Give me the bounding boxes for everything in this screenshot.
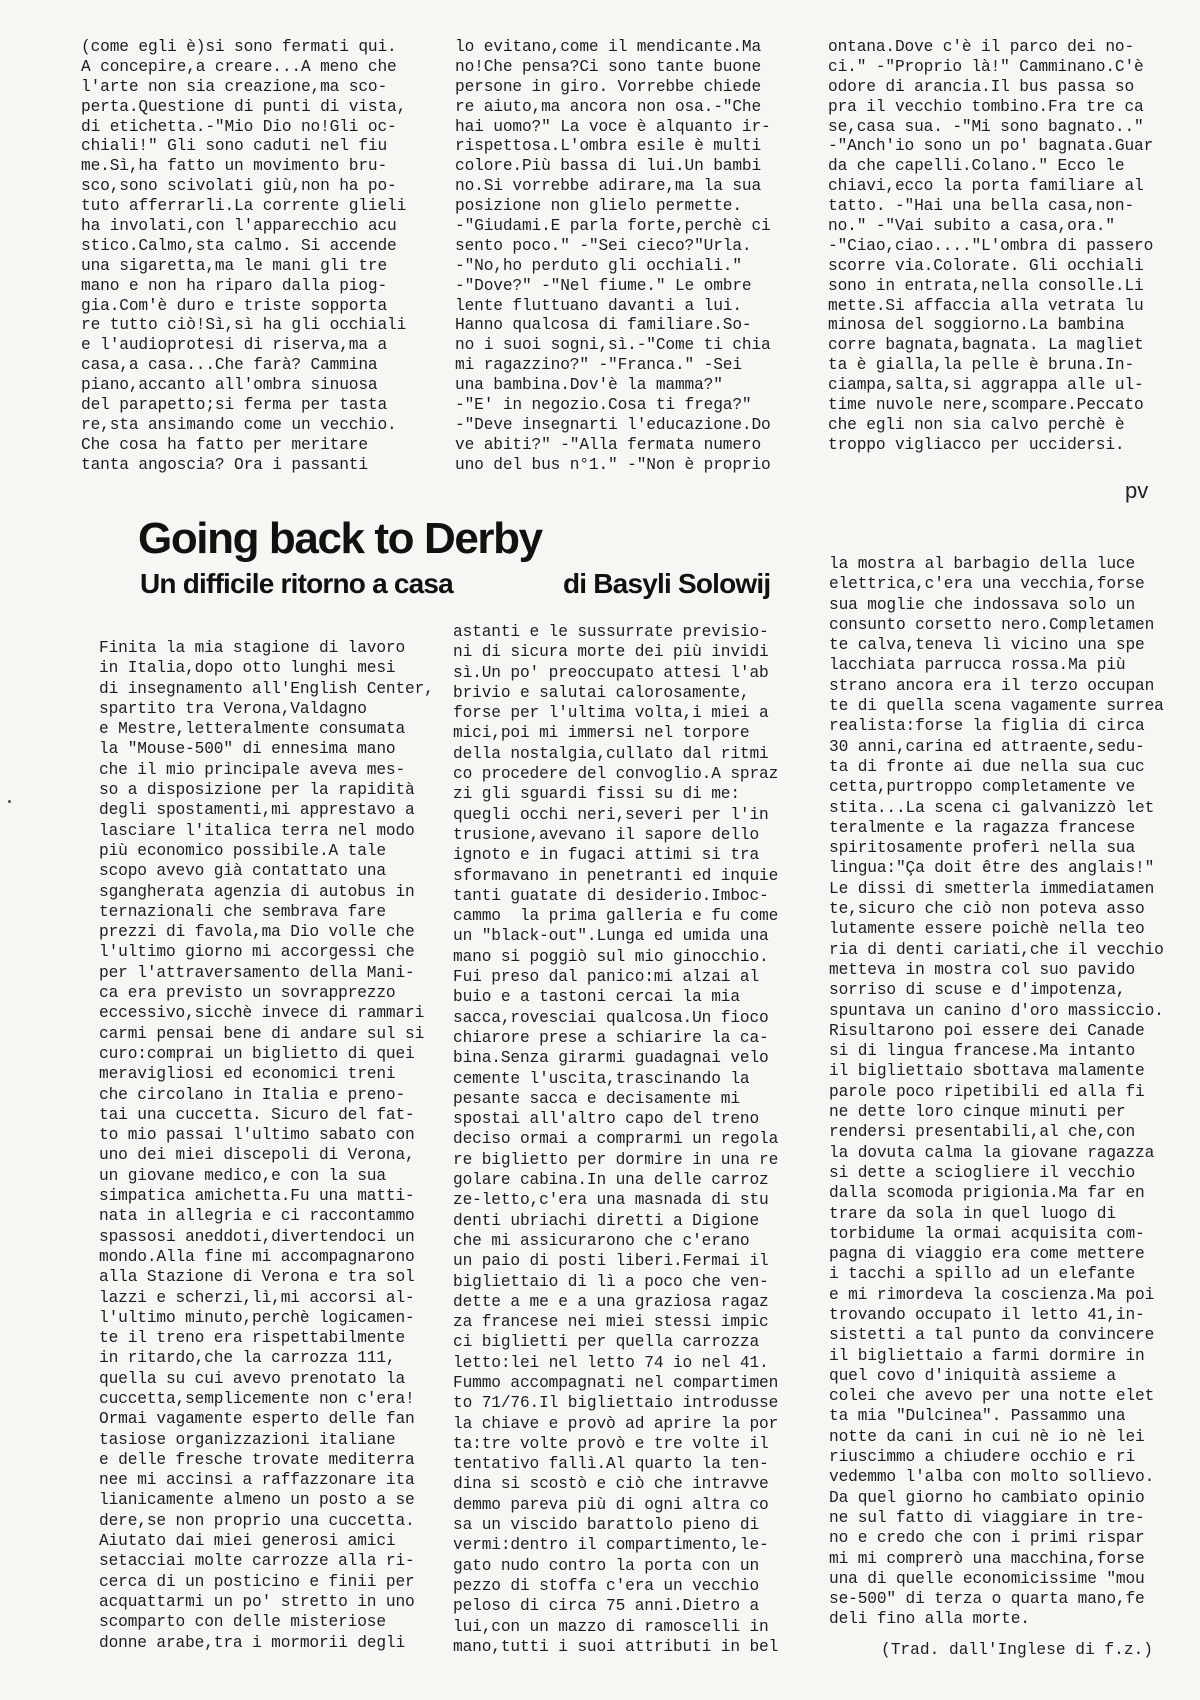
text-line: di insegnamento all'English Center,	[99, 679, 434, 698]
text-line: chiali!" Gli sono caduti nel fiu	[81, 137, 388, 156]
text-line: sco,sono scivolati giù,non ha po-	[81, 177, 397, 196]
text-line: sgangherata agenzia di autobus in	[99, 882, 415, 901]
text-line: nata in allegria e ci raccontammo	[99, 1207, 415, 1226]
text-line: stico.Calmo,sta calmo. Si accende	[81, 236, 397, 255]
text-line: re biglietto per dormire in una re	[453, 1150, 779, 1169]
text-line: perta.Questione di punti di vista,	[81, 97, 407, 116]
text-line: odore di arancia.Il bus passa so	[828, 77, 1135, 96]
text-line: lingua:"Ça doit être des anglais!"	[829, 859, 1155, 878]
text-line: mano e non ha riparo dalla piog-	[81, 276, 388, 295]
text-line: ne dette loro cinque minuti per	[829, 1103, 1126, 1122]
text-line: il bigliettaio sbottava malamente	[829, 1062, 1145, 1081]
text-line: i tacchi a spillo ad un elefante	[829, 1265, 1136, 1284]
text-line: trovando occupato il letto 41,in-	[829, 1305, 1145, 1324]
text-line: -"No,ho perduto gli occhiali."	[455, 256, 742, 275]
text-line: chiarore prese a schiarire la ca-	[453, 1028, 769, 1047]
text-line: ha involati,con l'apparecchio acu	[81, 217, 397, 236]
text-line: l'ultimo minuto,perchè logicamen-	[99, 1308, 415, 1327]
text-line: demmo pareva più di ogni altra co	[453, 1495, 769, 1514]
text-line: sento poco." -"Sei cieco?"Urla.	[455, 236, 752, 255]
text-line: ve abiti?" -"Alla fermata numero	[455, 435, 762, 454]
text-line: rispettosa.L'ombra esile è multi	[455, 137, 762, 156]
text-line: un giovane medico,e con la sua	[99, 1166, 386, 1185]
text-line: -"Deve insegnarti l'educazione.Do	[455, 415, 771, 434]
text-line: elettrica,c'era una vecchia,forse	[829, 575, 1145, 594]
text-line: buio e a tastoni cercai la mia	[453, 988, 740, 1007]
text-line: lui,con un mazzo di ramoscelli in	[453, 1617, 769, 1636]
text-line: deli fino alla morte.	[829, 1610, 1030, 1629]
text-line: sistetti a tal punto da convincere	[829, 1326, 1155, 1345]
text-line: degli spostamenti,mi apprestavo a	[99, 801, 415, 820]
text-line: acquattarmi un po' stretto in uno	[99, 1592, 415, 1611]
text-line: setacciai molte carrozze alla ri-	[99, 1552, 415, 1571]
text-line: golare cabina.In una delle carroz	[453, 1171, 769, 1190]
text-line: za francese nei miei stessi impic	[453, 1313, 769, 1332]
text-line: cetta,purtroppo completamente ve	[829, 778, 1136, 797]
text-line: sacca,rovesciai qualcosa.Un fioco	[453, 1008, 769, 1027]
text-line: simpatica amichetta.Fu una matti-	[99, 1187, 415, 1206]
text-line: una sigaretta,ma le mani gli tre	[81, 256, 388, 275]
text-line: chiavi,ecco la porta familiare al	[828, 177, 1144, 196]
article-headline: Going back to Derby	[138, 514, 542, 563]
text-line: una bambina.Dov'è la mamma?"	[455, 376, 723, 395]
text-line: quella su cui avevo prenotato la	[99, 1369, 406, 1388]
text-line: re,sta ansimando come un vecchio.	[81, 415, 397, 434]
text-line: e delle fresche trovate mediterra	[99, 1450, 415, 1469]
text-line: di etichetta.-"Mio Dio no!Gli oc-	[81, 117, 397, 136]
text-line: re aiuto,ma ancora non osa.-"Che	[455, 97, 762, 116]
text-line: quegli occhi neri,severi per l'in	[453, 805, 769, 824]
text-line: trusione,avevano il sapore dello	[453, 825, 760, 844]
text-line: ci." -"Proprio là!" Camminano.C'è	[828, 57, 1144, 76]
text-line: 30 anni,carina ed attraente,sedu-	[829, 737, 1145, 756]
text-line: lente fluttuano davanti a lui.	[455, 296, 742, 315]
text-line: scorre via.Colorate. Gli occhiali	[828, 256, 1144, 275]
text-line: te di quella scena vagamente surrea	[829, 697, 1164, 716]
text-line: un "black-out".Lunga ed umida una	[453, 927, 769, 946]
text-line: uno del bus n°1." -"Non è proprio	[455, 455, 771, 474]
text-line: che il mio principale aveva mes-	[99, 760, 406, 779]
text-line: casa,a casa...Che farà? Cammina	[81, 356, 378, 375]
text-line: mano,tutti i suoi attributi in bel	[453, 1637, 779, 1656]
text-line: so a disposizione per la rapidità	[99, 781, 415, 800]
text-line: te,sicuro che ciò non poteva asso	[829, 900, 1145, 919]
text-line: riuscimmo a chiudere occhio e ri	[829, 1448, 1136, 1467]
text-line: da che capelli.Colano." Ecco le	[828, 157, 1125, 176]
text-line: ta è gialla,la pelle è bruna.In-	[828, 356, 1135, 375]
text-line: mano si poggiò sul mio ginocchio.	[453, 947, 769, 966]
text-line: ci biglietti per quella carrozza	[453, 1333, 760, 1352]
text-line: -"Ciao,ciao...."L'ombra di passero	[828, 236, 1154, 255]
text-line: letto:lei nel letto 74 io nel 41.	[453, 1353, 769, 1372]
text-line: deciso ormai a comprarmi un regola	[453, 1130, 779, 1149]
text-line: ontana.Dove c'è il parco dei no-	[828, 38, 1135, 56]
text-line: te il treno era rispettabilmente	[99, 1329, 406, 1348]
text-line: curo:comprai un biglietto di quei	[99, 1044, 415, 1063]
text-line: scopo avevo già contattato una	[99, 862, 386, 881]
text-line: pagna di viaggio era come mettere	[829, 1245, 1145, 1264]
text-line: teralmente e la ragazza francese	[829, 818, 1136, 837]
text-line: pra il vecchio tombino.Fra tre ca	[828, 97, 1144, 116]
text-line: dere,se non proprio una cuccetta.	[99, 1511, 415, 1530]
text-line: donne arabe,tra i mormorii degli	[99, 1633, 406, 1652]
text-line: ta di fronte ai due nella sua cuc	[829, 757, 1145, 776]
text-line: tatto. -"Hai una bella casa,non-	[828, 197, 1135, 216]
text-line: lasciare l'italica terra nel modo	[99, 821, 415, 840]
text-line: gia.Com'è duro e triste sopporta	[81, 296, 388, 315]
text-line: ca era previsto un sovrapprezzo	[99, 984, 396, 1003]
text-line: cerca di un posticino e finii per	[99, 1572, 415, 1591]
text-line: corre bagnata,bagnata. La magliet	[828, 336, 1144, 355]
text-line: la mostra al barbagio della luce	[829, 555, 1136, 573]
top-story-column-3	[828, 38, 1153, 456]
top-story-column-1	[81, 38, 406, 476]
text-line: ternazionali che sembrava fare	[99, 902, 386, 921]
text-line: lazzi e scherzi,lì,mi accorsi al-	[99, 1288, 415, 1307]
text-line: Fui preso dal panico:mi alzai al	[453, 968, 760, 987]
text-line: re tutto ciò!Sì,sì ha gli occhiali	[81, 316, 407, 335]
text-line: strano ancora era il terzo occupan	[829, 676, 1155, 695]
text-line: gato nudo contro la porta con un	[453, 1556, 760, 1575]
text-line: forse per l'ultima volta,i miei a	[453, 704, 769, 723]
text-line: dina si scostò e ciò che intravve	[453, 1475, 769, 1494]
text-line: se-500" di terza o quarta mano,fe	[829, 1590, 1145, 1609]
text-line: si di lingua francese.Ma intanto	[829, 1042, 1136, 1061]
text-line: la "Mouse-500" di ennesima mano	[99, 740, 396, 759]
text-line: scomparto con delle misteriose	[99, 1613, 386, 1632]
text-line: prezzi di favola,ma Dio volle che	[99, 923, 415, 942]
article-column-2	[453, 622, 778, 1657]
text-line: metteva in mostra col suo pavido	[829, 960, 1136, 979]
text-line: spartito tra Verona,Valdagno	[99, 699, 367, 718]
text-line: mondo.Alla fine mi accompagnarono	[99, 1247, 415, 1266]
text-line: mi mi comprerò una macchina,forse	[829, 1549, 1145, 1568]
text-line: Risultarono poi essere dei Canade	[829, 1021, 1145, 1040]
text-line: -"Giudami.E parla forte,perchè ci	[455, 217, 771, 236]
text-line: la chiave e provò ad aprire la por	[453, 1414, 779, 1433]
text-line: tanta angoscia? Ora i passanti	[81, 455, 368, 474]
text-line: lutamente essere poichè nella teo	[829, 920, 1145, 939]
text-line: cammo la prima galleria e fu come	[453, 907, 779, 926]
text-line: mici,poi mi immersi nel torpore	[453, 724, 750, 743]
top-story-column-2	[455, 38, 771, 476]
text-line: eccessivo,sicchè invece di rammari	[99, 1004, 425, 1023]
text-line: torbidume la ormai acquisita com-	[829, 1224, 1145, 1243]
text-line: Da quel giorno ho cambiato opinio	[829, 1488, 1145, 1507]
text-line: che mi assicurarono che c'erano	[453, 1231, 750, 1250]
text-line: Ormai vagamente esperto delle fan	[99, 1410, 415, 1429]
text-line: l'arte non sia creazione,ma sco-	[81, 77, 388, 96]
text-line: -"E' in negozio.Cosa ti frega?"	[455, 396, 752, 415]
text-line: rendersi presentabili,al che,con	[829, 1123, 1136, 1142]
text-line: Finita la mia stagione di lavoro	[99, 639, 406, 657]
text-line: troppo vigliacco per uccidersi.	[828, 435, 1125, 454]
text-line: lianicamente almeno un posto a se	[99, 1491, 415, 1510]
text-line: Le dissi di smetterla immediatamen	[829, 879, 1155, 898]
text-line: dette a me e a una graziosa ragaz	[453, 1292, 769, 1311]
text-line: no!Che pensa?Ci sono tante buone	[455, 57, 762, 76]
text-line: co procedere del convoglio.A spraz	[453, 765, 779, 784]
text-line: che circolano in Italia e preno-	[99, 1085, 406, 1104]
text-line: time nuvole nere,scompare.Peccato	[828, 396, 1144, 415]
text-line: minosa del soggiorno.La bambina	[828, 316, 1125, 335]
text-line: bigliettaio di lì a poco che ven-	[453, 1272, 769, 1291]
text-line: l'ultimo giorno mi accorgessi che	[99, 943, 415, 962]
text-line: persone in giro. Vorrebbe chiede	[455, 77, 762, 96]
text-line: sì.Un po' preoccupato attesi l'ab	[453, 663, 769, 682]
text-line: colore.Più bassa di lui.Un bambi	[455, 157, 762, 176]
text-line: brivio e salutai calorosamente,	[453, 683, 750, 702]
text-line: lacchiata parrucca rossa.Ma più	[829, 656, 1126, 675]
text-line: più economico possibile.A tale	[99, 841, 386, 860]
text-line: sua moglie che indossava solo un	[829, 595, 1136, 614]
text-line: no." -"Vai subito a casa,ora."	[828, 217, 1115, 236]
text-line: tai una cuccetta. Sicuro del fat-	[99, 1105, 415, 1124]
text-line: del parapetto;si ferma per tasta	[81, 396, 388, 415]
text-line: alla Stazione di Verona e tra sol	[99, 1268, 415, 1287]
text-line: tentativo fallì.Al quarto la ten-	[453, 1455, 769, 1474]
text-line: il bigliettaio a farmi dormire in	[829, 1346, 1145, 1365]
text-line: sa un viscido barattolo pieno di	[453, 1516, 760, 1535]
text-line: in Italia,dopo otto lunghi mesi	[99, 659, 396, 678]
text-line: della nostalgia,cullato dal ritmi	[453, 744, 769, 763]
text-line: ignoto e in fugaci attimi si tra	[453, 846, 760, 865]
text-line: ta mia "Dulcinea". Passammo una	[829, 1407, 1126, 1426]
text-line: Che cosa ha fatto per meritare	[81, 435, 368, 454]
text-line: te calva,teneva lì vicino una spe	[829, 636, 1145, 655]
text-line: tasiose organizzazioni italiane	[99, 1430, 396, 1449]
text-line: Hanno qualcosa di familiare.So-	[455, 316, 752, 335]
text-line: tuto afferrarli.La corrente glieli	[81, 197, 407, 216]
text-line: ta:tre volte provò e tre volte il	[453, 1434, 769, 1453]
text-line: trare da sola in quel luogo di	[829, 1204, 1116, 1223]
text-line: spostai all'altro capo del treno	[453, 1110, 760, 1129]
text-line: tanti guatate di desiderio.Imboc-	[453, 886, 769, 905]
text-line: no i suoi sogni,sì.-"Come ti chia	[455, 336, 771, 355]
text-line: nee mi accinsi a raffazzonare ita	[99, 1471, 415, 1490]
text-line: spassosi aneddoti,divertendoci un	[99, 1227, 415, 1246]
text-line: hai uomo?" La voce è alquanto ir-	[455, 117, 771, 136]
text-line: sono in entrata,nella consolle.Li	[828, 276, 1144, 295]
text-line: ni di sicura morte dei più invidi	[453, 643, 769, 662]
text-line: carmi pensai bene di andare sul si	[99, 1024, 425, 1043]
text-line: Aiutato dai miei generosi amici	[99, 1532, 396, 1551]
text-line: cuccetta,semplicemente non c'era!	[99, 1389, 415, 1408]
text-line: no.Si vorrebbe adirare,ma la sua	[455, 177, 762, 196]
text-line: piano,accanto all'ombra sinuosa	[81, 376, 378, 395]
text-line: in ritardo,che la carrozza 111,	[99, 1349, 396, 1368]
text-line: zi gli sguardi fissi su di me:	[453, 785, 740, 804]
text-line: ne sul fatto di viaggiare in tre-	[829, 1508, 1145, 1527]
text-line: ciampa,salta,si aggrappa alle ul-	[828, 376, 1144, 395]
text-line: Fummo accompagnati nel compartimen	[453, 1373, 779, 1392]
text-line: uno dei miei discepoli di Verona,	[99, 1146, 415, 1165]
text-line: e mi rimordeva la coscienza.Ma poi	[829, 1285, 1155, 1304]
text-line: ria di denti cariati,che il vecchio	[829, 940, 1164, 959]
text-line: me.Sì,ha fatto un movimento bru-	[81, 157, 388, 176]
article-subtitle: Un difficile ritorno a casa	[140, 568, 453, 599]
text-line: e Mestre,letteralmente consumata	[99, 720, 406, 739]
text-line: to 71/76.Il bigliettaio introdusse	[453, 1394, 779, 1413]
translation-credit: (Trad. dall'Inglese di f.z.)	[881, 1641, 1153, 1659]
text-line: notte da cani in cui nè io nè lei	[829, 1427, 1145, 1446]
text-line: ze-letto,c'era una masnada di stu	[453, 1191, 769, 1210]
text-line: A concepire,a creare...A meno che	[81, 57, 397, 76]
text-line: denti ubriachi diretti a Digione	[453, 1211, 760, 1230]
text-line: colei che avevo per una notte elet	[829, 1387, 1155, 1406]
article-byline: di Basyli Solowij	[563, 568, 771, 599]
text-line: si dette a sciogliere il vecchio	[829, 1163, 1136, 1182]
print-speck	[8, 800, 11, 803]
text-line: posizione non glielo permette.	[455, 197, 742, 216]
text-line: sformavano in penetranti ed inquie	[453, 866, 779, 885]
text-line: (come egli è)si sono fermati qui.	[81, 38, 397, 56]
text-line: realista:forse la figlia di circa	[829, 717, 1145, 736]
text-line: che egli non sia calvo perchè è	[828, 415, 1125, 434]
text-line: -"Dove?" -"Nel fiume." Le ombre	[455, 276, 752, 295]
text-line: una di quelle economicissime "mou	[829, 1569, 1145, 1588]
text-line: sorriso di scuse e d'impotenza,	[829, 981, 1126, 1000]
text-line: to mio passai l'ultimo sabato con	[99, 1126, 415, 1145]
text-line: un paio di posti liberi.Fermai il	[453, 1252, 769, 1271]
text-line: spuntava un canino d'oro massiccio.	[829, 1001, 1164, 1020]
text-line: consunto corsetto nero.Completamen	[829, 615, 1155, 634]
text-line: mette.Si affaccia alla vetrata lu	[828, 296, 1144, 315]
text-line: peloso di circa 75 anni.Dietro a	[453, 1597, 760, 1616]
text-line: stita...La scena ci galvanizzò let	[829, 798, 1155, 817]
article-column-1	[99, 638, 434, 1653]
text-line: vermi:dentro il compartimento,le-	[453, 1536, 769, 1555]
text-line: bina.Senza girarmi guadagnai velo	[453, 1049, 769, 1068]
text-line: -"Anch'io sono un po' bagnata.Guar	[828, 137, 1154, 156]
text-line: per l'attraversamento della Mani-	[99, 963, 415, 982]
text-line: astanti e le sussurrate previsio-	[453, 623, 769, 641]
text-line: dalla scomoda prigionia.Ma far en	[829, 1184, 1145, 1203]
text-line: vedemmo l'alba con molto sollievo.	[829, 1468, 1155, 1487]
text-line: se,casa sua. -"Mi sono bagnato.."	[828, 117, 1144, 136]
text-line: la dovuta calma la giovane ragazza	[829, 1143, 1155, 1162]
text-line: cemente l'uscita,trascinando la	[453, 1069, 750, 1088]
text-line: parole poco ripetibili ed alla fi	[829, 1082, 1145, 1101]
text-line: pesante sacca e decisamente mi	[453, 1089, 740, 1108]
text-line: e l'audioprotesi di riserva,ma a	[81, 336, 388, 355]
text-line: pezzo di stoffa c'era un vecchio	[453, 1576, 760, 1595]
text-line: spiritosamente proferì nella sua	[829, 839, 1136, 858]
text-line: meravigliosi ed economici treni	[99, 1065, 396, 1084]
text-line: quel covo d'iniquità assieme a	[829, 1366, 1116, 1385]
author-signature: pv	[1125, 478, 1149, 503]
text-line: lo evitano,come il mendicante.Ma	[455, 38, 762, 56]
article-column-3	[829, 554, 1164, 1630]
text-line: no e credo che con i primi rispar	[829, 1529, 1145, 1548]
text-line: mi ragazzino?" -"Franca." -Sei	[455, 356, 742, 375]
